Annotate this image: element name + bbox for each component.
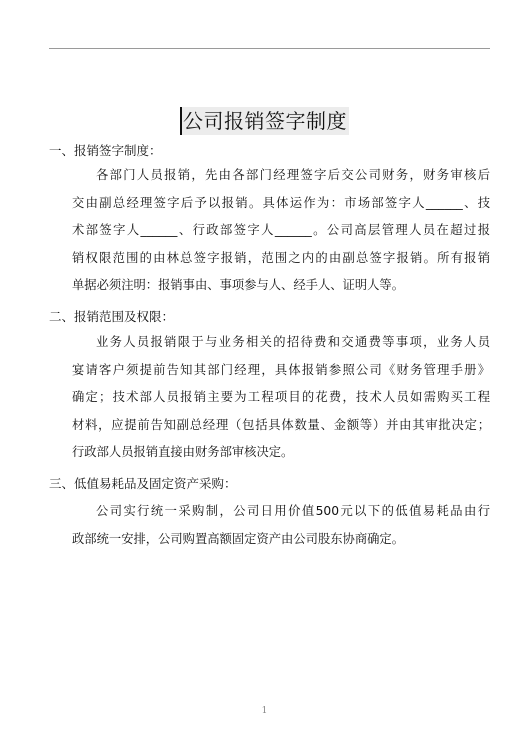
document-title-text: 公司报销签字制度 [180, 107, 349, 135]
paragraph-line: 业务人员报销限于与业务相关的招待费和交通费等事项，业务人员 [96, 335, 490, 349]
paragraph-line: 公司实行统一采购制，公司日用价值500元以下的低值易耗品由行 [96, 504, 490, 518]
paragraph-line: 单据必须注明：报销事由、事项参与人、经手人、证明人等。 [72, 278, 405, 292]
page-number: 1 [261, 706, 268, 716]
section-paragraph-1 [72, 162, 490, 300]
section-paragraph-3 [72, 498, 490, 553]
paragraph-line: 政部统一安排，公司购置高额固定资产由公司股东协商确定。 [72, 531, 405, 546]
paragraph-line: 宴请客户须提前告知其部门经理，具体报销参照公司《财务管理手册》 [72, 362, 490, 377]
section-heading-1: 一、报销签字制度： [49, 143, 162, 158]
header-rule [49, 48, 490, 49]
paragraph-line: 销权限范围的由林总签字报销，范围之内的由副总签字报销。所有报销 [72, 250, 490, 265]
section-heading-3: 三、低值易耗品及固定资产采购： [49, 476, 237, 491]
section-paragraph-2 [72, 329, 490, 467]
paragraph-line: 行政部人员报销直接由财务部审核决定。 [72, 445, 294, 459]
paragraph-line: 确定；技术部人员报销主要为工程项目的花费，技术人员如需购买工程 [72, 390, 490, 404]
paragraph-line: 交由副总经理签字后予以报销。具体运作为：市场部签字人______、技 [72, 195, 490, 210]
paragraph-line: 材料，应提前告知副总经理（包括具体数量、金额等）并由其审批决定； [72, 417, 490, 432]
document-title [0, 107, 529, 135]
paragraph-line: 术部签字人______、行政部签字人______。公司高层管理人员在超过报 [72, 223, 490, 237]
section-heading-2: 二、报销范围及权限： [49, 309, 175, 324]
paragraph-line: 各部门人员报销，先由各部门经理签字后交公司财务，财务审核后 [96, 168, 490, 182]
